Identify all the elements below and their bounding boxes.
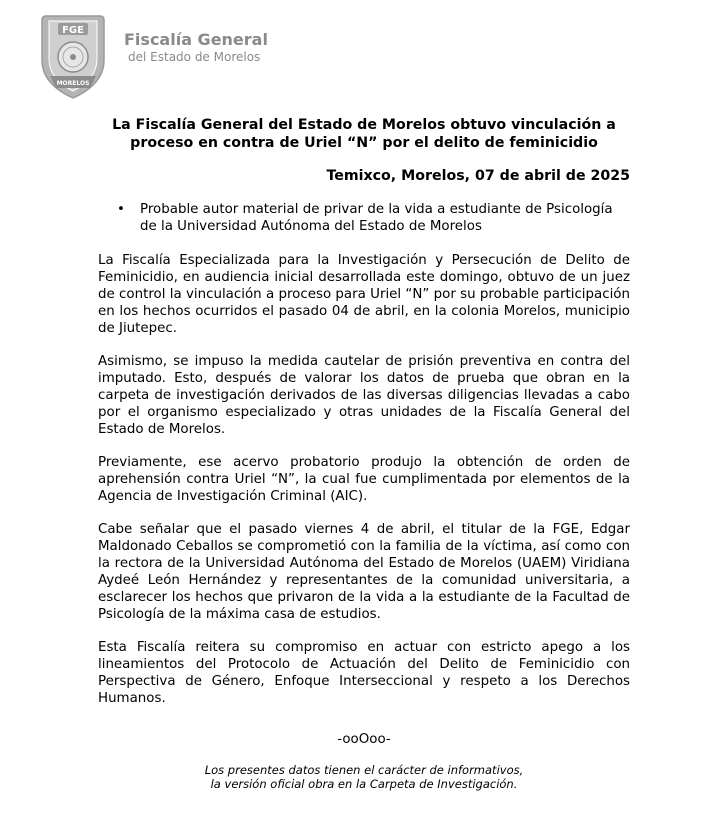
dateline: Temixco, Morelos, 07 de abril de 2025 — [326, 168, 630, 184]
org-subtitle: del Estado de Morelos — [128, 50, 261, 64]
disclaimer-line: la versión oficial obra en la Carpeta de Investigación. — [210, 777, 518, 791]
press-release-title — [98, 116, 630, 152]
title-line: La Fiscalía General del Estado de Morelos obtuvo vinculación a — [112, 117, 616, 133]
disclaimer — [98, 763, 630, 791]
fge-shield-logo — [40, 12, 106, 100]
title-line: proceso en contra de Uriel “N” por el delito de feminicidio — [130, 135, 598, 151]
bullet-list — [98, 201, 630, 235]
logo-badge-text: FGE — [62, 25, 84, 36]
bullet-item — [98, 201, 630, 235]
logo-ribbon-text: MORELOS — [56, 80, 90, 87]
bullet-icon: • — [117, 202, 125, 217]
disclaimer-line: Los presentes datos tienen el carácter de informativos, — [204, 763, 524, 777]
body-paragraph: La Fiscalía Especializada para la Investigación y Persecución de Delito de Feminicidio, en audiencia inicial desarrollada este domingo, obtuvo de un juez de control la vinculación a proceso para Uriel “N” por su probable participación en los hechos ocurridos el pasado 04 de abril, en la colonia Morelos, municipio de Jiutepec. — [98, 253, 630, 336]
bullet-text: Probable autor material de privar de la vida a estudiante de Psicología de la Universidad Autónoma del Estado de Morelos — [140, 202, 613, 234]
body-paragraph: Cabe señalar que el pasado viernes 4 de abril, el titular de la FGE, Edgar Maldonado Ceballos se comprometió con la familia de la víctima, así como con la rectora de la Universidad Autónoma del Estado de Morelos (UAEM) Viridiana Aydeé León Hernández y representantes de la comunidad universitaria, a esclarecer los hechos que privaron de la vida a la estudiante de la Facultad de Psicología de la máxima casa de estudios. — [98, 522, 630, 622]
end-separator: -ooOoo- — [337, 732, 391, 747]
body-paragraph: Asimismo, se impuso la medida cautelar de prisión preventiva en contra del imputado. Esto, después de valorar los datos de prueba que obran en la carpeta de investigación derivados de las diversas diligencias llevadas a cabo por el organismo especializado y otras unidades de la Fiscalía General del Estado de Morelos. — [98, 354, 630, 437]
press-release-body — [98, 252, 630, 723]
letterhead — [40, 12, 340, 104]
org-name: Fiscalía General — [124, 30, 268, 49]
body-paragraph: Previamente, ese acervo probatorio produjo la obtención de orden de aprehensión contra Uriel “N”, la cual fue cumplimentada por elementos de la Agencia de Investigación Criminal (AIC). — [98, 455, 630, 504]
body-paragraph: Esta Fiscalía reitera su compromiso en actuar con estricto apego a los lineamientos del Protocolo de Actuación del Delito de Feminicidio con Perspectiva de Género, Enfoque Interseccional y respeto a los Derechos Humanos. — [98, 640, 630, 706]
